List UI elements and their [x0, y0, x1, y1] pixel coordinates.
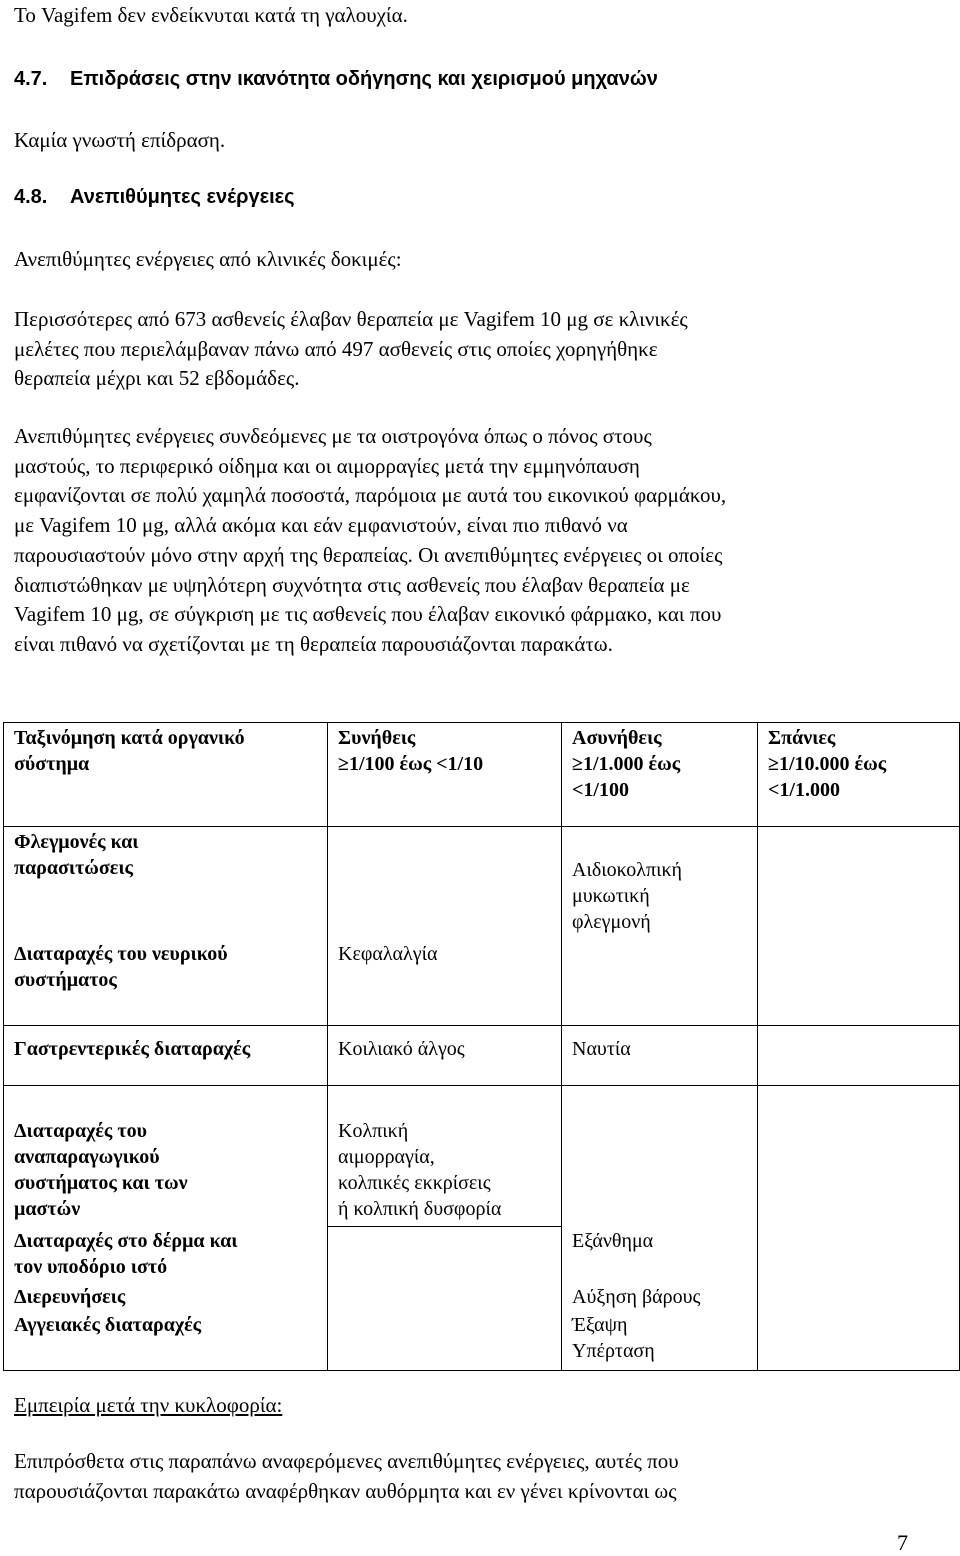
table-row-skin — [4, 1226, 960, 1284]
common-cell — [328, 1312, 562, 1370]
uncommon-cell: Εξάνθημα — [562, 1226, 758, 1284]
uncommon-cell: Έξαψη Υπέρταση — [562, 1312, 758, 1370]
greater-equal-symbol: ≥ — [572, 753, 583, 775]
soc-cell: Διαταραχές του νευρικού συστήματος — [4, 939, 328, 1025]
soc-cell: Διαταραχές του αναπαραγωγικού συστήματος και των μαστών — [4, 1085, 328, 1226]
section-4-8-title: Ανεπιθύμητες ενέργειες — [70, 186, 295, 208]
table-header-row — [4, 723, 960, 827]
paragraph-estrogen-effects — [14, 422, 954, 660]
paragraph-line: παρουσιάζονται παρακάτω αναφέρθηκαν αυθόρμητα και εν γένει κρίνονται ως — [14, 1478, 677, 1503]
paragraph-line: είναι πιθανό να σχετίζονται με τη θεραπεία παρουσιάζονται παρακάτω. — [14, 631, 613, 656]
intro-line: Το Vagifem δεν ενδείκνυται κατά τη γαλουχία. — [14, 3, 408, 27]
paragraph-line: μελέτες που περιελάμβαναν πάνω από 497 ασθενείς στις οποίες χορηγήθηκε — [14, 336, 658, 361]
paragraph-clinical-trials — [14, 305, 954, 394]
rare-cell — [758, 1284, 960, 1312]
paragraph-line: Επιπρόσθετα στις παραπάνω αναφερόμενες ανεπιθύμητες ενέργειες, αυτές που — [14, 1449, 679, 1473]
paragraph-line: θεραπεία μέχρι και 52 εβδομάδες. — [14, 366, 300, 391]
soc-cell: Φλεγμονές και παρασιτώσεις — [4, 827, 328, 940]
adverse-reactions-table — [3, 722, 960, 1371]
greater-equal-symbol: ≥ — [338, 753, 349, 775]
table-row-investigations — [4, 1284, 960, 1312]
header-rare: Σπάνιες ≥1/10.000 έως <1/1.000 — [758, 723, 960, 827]
postmarketing-heading: Εμπειρία μετά την κυκλοφορία: — [14, 1393, 283, 1417]
rare-cell — [758, 1085, 960, 1226]
soc-cell: Διερευνήσεις — [4, 1284, 328, 1312]
paragraph-line: παρουσιαστούν μόνο στην αρχή της θεραπείας. Οι ανεπιθύμητες ενέργειες οι οποίες — [14, 542, 723, 567]
section-4-7-number: 4.7. — [14, 68, 48, 90]
paragraph-line: μαστούς, το περιφερικό οίδημα και οι αιμορραγίες μετά την εμμηνόπαυση — [14, 453, 640, 478]
paragraph-line: Περισσότερες από 673 ασθενείς έλαβαν θεραπεία με Vagifem 10 μg σε κλινικές — [14, 307, 688, 331]
uncommon-cell — [562, 939, 758, 1025]
paragraph-line: διαπιστώθηκαν με υψηλότερη συχνότητα στις ασθενείς που έλαβαν θεραπεία με — [14, 572, 690, 597]
rare-cell — [758, 1025, 960, 1085]
uncommon-cell: Αιδιοκολπική μυκωτική φλεγμονή — [562, 827, 758, 940]
soc-cell: Γαστρεντερικές διαταραχές — [4, 1025, 328, 1085]
common-cell — [328, 1284, 562, 1312]
soc-cell: Διαταραχές στο δέρμα και τον υποδόριο ιστό — [4, 1226, 328, 1284]
common-cell — [328, 1226, 562, 1284]
table-row-nervous — [4, 939, 960, 1025]
rare-cell — [758, 939, 960, 1025]
soc-cell: Αγγειακές διαταραχές — [4, 1312, 328, 1370]
rare-cell — [758, 827, 960, 940]
adverse-reactions-subheading: Ανεπιθύμητες ενέργειες από κλινικές δοκιμές: — [14, 247, 402, 271]
common-cell: Κοιλιακό άλγος — [328, 1025, 562, 1085]
rare-cell — [758, 1226, 960, 1284]
header-uncommon: Ασυνήθεις ≥1/1.000 έως <1/100 — [562, 723, 758, 827]
section-4-7-body: Καμία γνωστή επίδραση. — [14, 128, 226, 152]
header-common: Συνήθεις ≥1/100 έως <1/10 — [328, 723, 562, 827]
paragraph-line: Vagifem 10 μg, σε σύγκριση με τις ασθενείς που έλαβαν εικονικό φάρμακο, και που — [14, 602, 722, 627]
paragraph-postmarketing — [14, 1447, 954, 1506]
table-row-gastrointestinal — [4, 1025, 960, 1085]
table-row-infections — [4, 827, 960, 940]
paragraph-line: Ανεπιθύμητες ενέργειες συνδεόμενες με τα οιστρογόνα όπως ο πόνος στους — [14, 424, 652, 448]
rare-cell — [758, 1312, 960, 1370]
greater-equal-symbol: ≥ — [768, 753, 779, 775]
header-soc: Ταξινόμηση κατά οργανικό σύστημα — [4, 723, 328, 827]
common-cell: Κολπική αιμορραγία, κολπικές εκκρίσεις ή κολπική δυσφορία — [328, 1085, 562, 1226]
page-number: 7 — [897, 1530, 908, 1555]
uncommon-cell: Ναυτία — [562, 1025, 758, 1085]
table-row-reproductive — [4, 1085, 960, 1226]
common-cell: Κεφαλαλγία — [328, 939, 562, 1025]
paragraph-line: με Vagifem 10 μg, αλλά ακόμα και εάν εμφανιστούν, είναι πιο πιθανό να — [14, 513, 628, 538]
section-4-7-title: Επιδράσεις στην ικανότητα οδήγησης και χειρισμού μηχανών — [70, 68, 658, 90]
uncommon-cell: Αύξηση βάρους — [562, 1284, 758, 1312]
paragraph-line: εμφανίζονται σε πολύ χαμηλά ποσοστά, παρόμοια με αυτά του εικονικού φαρμάκου, — [14, 483, 727, 508]
table-row-vascular — [4, 1312, 960, 1370]
section-4-8-number: 4.8. — [14, 186, 48, 208]
common-cell — [328, 827, 562, 940]
uncommon-cell — [562, 1085, 758, 1226]
